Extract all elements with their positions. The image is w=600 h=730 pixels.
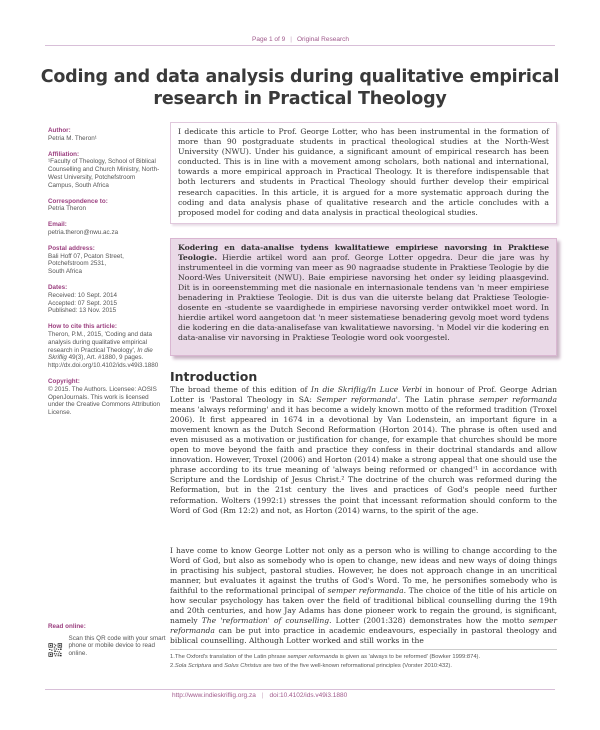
p2-text-d: can be put into practice in academic endeavours, especially in pastoral theology and biblical counselling. Although Lotter worked and still works in the	[170, 626, 557, 646]
p2-semper-2: semper reformanda	[170, 616, 557, 636]
qr-code-icon[interactable]	[48, 635, 63, 665]
dates-block	[48, 284, 160, 315]
postal-block	[48, 245, 160, 276]
affiliation-block	[48, 151, 160, 190]
date-accepted: Accepted: 07 Sept. 2015	[48, 299, 117, 307]
fn2-sola: Sola Scriptura	[174, 663, 212, 669]
p1-text-c: '. The Latin phrase	[395, 395, 480, 405]
page-footer	[172, 692, 347, 699]
header-separator: |	[290, 36, 292, 43]
body-paragraph-2	[170, 546, 557, 646]
p2-text-c: . Lotter (2001:328) demonstrates how the motto	[329, 616, 529, 626]
footnote-rule	[170, 649, 557, 650]
afrikaans-abstract-title: Kodering en data-analise tydens kwalitatiewe empiriese navorsing in Praktiese Teologie.	[178, 243, 549, 263]
afrikaans-abstract	[170, 238, 557, 356]
p1-journal: In die Skriflig/In Luce Verbi	[311, 385, 422, 394]
page-header	[252, 36, 349, 43]
email-block	[48, 221, 160, 237]
postal-address: Bali Hoff 07, Pcaton Street, Potchefstroom 2531, South Africa	[48, 252, 124, 276]
introduction-heading: Introduction	[170, 369, 258, 384]
affiliation-heading: Affiliation:	[48, 150, 80, 158]
footer-separator: |	[261, 692, 264, 699]
qr-row	[48, 635, 168, 665]
fn2-and: and	[211, 663, 225, 669]
email-address[interactable]: petria.theron@nwu.ac.za	[48, 228, 119, 236]
fn1-text-b: is given as 'always to be reformed' (Bowker 1999:874).	[338, 654, 481, 660]
title-line-1: Coding and data analysis during qualitative empirical	[40, 67, 560, 87]
affiliation-text: ¹Faculty of Theology, School of Biblical Counselling and Church Ministry, North-West University, Potchefstroom Campus, South Africa	[48, 158, 160, 189]
correspondence-name: Petria Theron	[48, 205, 87, 213]
p2-text-b: . The choice of the title of his article on how secular psychology has taken over the field of traditional biblical counselling during the 19th and 20th centuries, and how Jay Adams has done pioneer work to regain the ground, is significant, namely	[170, 586, 557, 626]
copyright-text: © 2015. The Authors. Licensee: AOSIS OpenJournals. This work is licensed under the Creative Commons Attribution License.	[48, 385, 161, 417]
fn1-text-a: 1.The Oxford's translation of the Latin phrase	[170, 654, 288, 660]
journal-url-link[interactable]: http://www.indieskriflig.org.za	[172, 692, 256, 699]
p1-text-b: in honour of Prof. George Adrian Lotter is 'Pastoral Theology in SA:	[170, 385, 557, 405]
p2-text-a: I have come to know George Lotter not only as a person who is willing to change according to the Word of God, but also as somebody who is open to change, new ideas and new ways of doing things in practising his subject, pastoral studies. However, he does not approach change in an uncritical manner, but evaluates it against the truths of God's Word. To me, he personifies somebody who is faithful to the reformational principal of	[170, 546, 557, 596]
p2-semper: semper reformanda	[327, 586, 404, 596]
citation-journal: In die Skriflig	[48, 346, 153, 362]
author-block	[48, 127, 160, 143]
fn1-semper: semper reformanda	[287, 654, 339, 660]
email-heading: Email:	[48, 221, 67, 229]
body-paragraph-1	[170, 385, 557, 516]
article-info-sidebar	[48, 127, 160, 425]
author-heading: Author:	[48, 127, 71, 134]
correspondence-heading: Correspondence to:	[48, 197, 108, 205]
p1-semper: Semper reformanda	[316, 395, 396, 405]
title-line-2: research in Practical Theology	[153, 89, 447, 109]
citation-block	[48, 323, 160, 370]
read-online-text: Scan this QR code with your smart phone or mobile device to read online.	[68, 634, 166, 657]
footnote-2	[170, 662, 557, 671]
read-online-heading: Read online:	[48, 623, 86, 630]
p1-text-a: The broad theme of this edition of	[170, 385, 312, 394]
p1-semper-2: semper reformanda	[479, 395, 558, 405]
fn2-text-c: are two of the five well-known reformational principles (Vorster 2010:432).	[261, 663, 452, 669]
footer-rule	[45, 689, 555, 690]
doi-link[interactable]: doi:10.4102/ids.v49i3.1880	[269, 692, 348, 699]
page-number: Page 1 of 9	[252, 36, 286, 43]
postal-heading: Postal address:	[48, 244, 95, 252]
citation-heading: How to cite this article:	[48, 323, 117, 331]
fn2-number: 2.	[170, 663, 175, 669]
citation-text	[48, 331, 160, 370]
citation-part-2: 49(3), Art. #1880, 9 pages. http://dx.doi.org/10.4102/ids.v49i3.1880	[48, 354, 159, 370]
footnotes	[170, 653, 557, 671]
copyright-heading: Copyright:	[48, 377, 80, 385]
footnote-1	[170, 653, 557, 662]
date-received: Received: 10 Sept. 2014	[48, 291, 117, 299]
copyright-block	[48, 378, 160, 417]
english-abstract	[170, 122, 557, 224]
date-published: Published: 13 Nov. 2015	[48, 307, 117, 315]
english-abstract-text: I dedicate this article to Prof. George Lotter, who has been instrumental in the formation of more than 90 postgraduate students in practical theological studies at the North-West University (NWU). Under his guidance, a significant amount of empirical research has been conducted. This is in line with a movement among scholars, both national and international, towards a more empirical approach in Practical Theology. It is therefore indispensable that both lecturers and students in Practical Theology should further develop their empirical research capacities. In this article, it is argued for a more systematic approach during the coding and data analysis phase of qualitative research and the article concludes with a proposed model for coding and data analysis in practical theological studies.	[178, 127, 549, 217]
read-online-block	[48, 623, 168, 665]
correspondence-block	[48, 198, 160, 214]
dates-heading: Dates:	[48, 283, 68, 291]
p1-text-d: means 'always reforming' and it has become a widely known motto of the reformed tradition (Troxel 2006). It first appeared in 1674 in a devotional by Van Lodenstein, an important figure in a movement known as the Dutch Second Reformation (Horton 2014). The phrase is often used and even misused as a motivation or justification for change, for example that churches should be more open to move beyond the faith and practice they confess in their doctrinal standards and allow innovation. However, Troxel (2006) and Horton (2014) make a strong appeal that one should use the phrase according to its true meaning of 'always being reformed or changed'¹ in accordance with Scripture and the Lordship of Jesus Christ.² The doctrine of the church was reformed during the Reformation, but in the 21st century the lives and practices of God's people need further reformation. Wolters (1992:1) stresses the point that incessant reformation should conform to the Word of God (Rm 12:2) and not, as Horton (2014) warns, to the spirit of the age.	[170, 405, 557, 515]
header-rule	[45, 45, 555, 46]
author-name: Petria M. Theron¹	[48, 134, 97, 142]
section-label: Original Research	[296, 36, 349, 43]
fn2-solus: Solus Christus	[224, 663, 262, 669]
afrikaans-abstract-text: Hierdie artikel word aan prof. George Lotter opgedra. Deur die jare was hy instrumenteel in die vorming van meer as 90 nagraadse studente in Praktiese Teologie by die Noord-Wes Universiteit (NWU). Baie empiriese navorsing het onder sy leiding plaasgevind. Dit is in ooreenstemming met die nasionale en internasionale tendens van 'n meer empiriese benadering in Praktiese Teologie. Dit is dus van die uiterste belang dat Praktiese Teologie-dosente en -studente se vaardighede in empiriese navorsing verder ontwikkel moet word. In hierdie artikel word aangetoon dat 'n meer sistematiese benadering gevolg moet word tydens die kodering en die data-analisefase van kwalitatiewe navorsing. 'n Model vir die kodering en data-analise vir navorsing in Praktiese Teologie word ook voorgestel.	[178, 253, 549, 343]
citation-part-1: Theron, P.M., 2015, 'Coding and data analysis during qualitative empirical research in Practical Theology',	[48, 330, 153, 354]
p2-cited-title: The 'reformation' of counselling	[201, 616, 330, 626]
article-title	[40, 66, 560, 110]
